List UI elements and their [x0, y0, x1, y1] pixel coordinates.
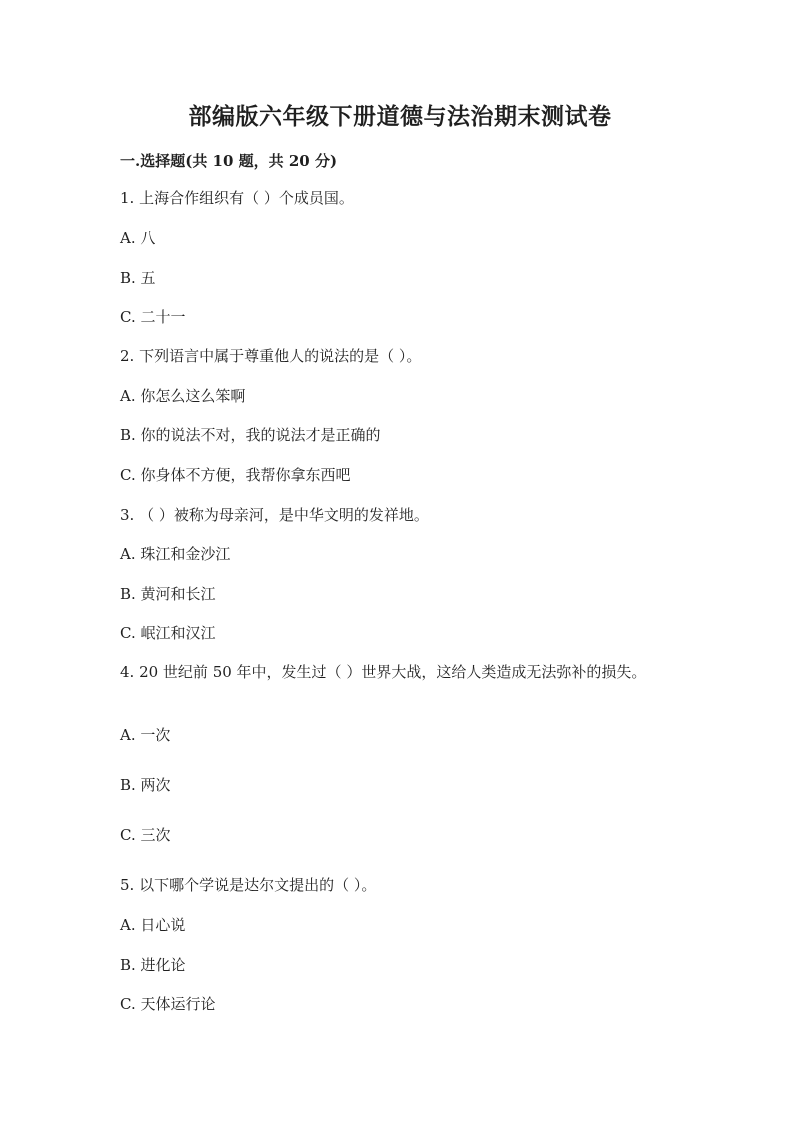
question-5-stem: 5. 以下哪个学说是达尔文提出的（ ）。 [120, 876, 377, 894]
question-3-option-a: A. 珠江和金沙江 [120, 545, 231, 563]
question-2-option-a: A. 你怎么这么笨啊 [120, 387, 246, 405]
question-2-option-c: C. 你身体不方便，我帮你拿东西吧 [120, 466, 351, 484]
question-2-stem: 2. 下列语言中属于尊重他人的说法的是（ ）。 [120, 347, 422, 365]
question-1-stem: 1. 上海合作组织有（ ）个成员国。 [120, 189, 354, 207]
question-1-option-c: C. 二十一 [120, 308, 186, 326]
question-4-option-c: C. 三次 [120, 826, 171, 844]
question-1-option-a: A. 八 [120, 229, 156, 247]
question-3-option-c: C. 岷江和汉江 [120, 624, 216, 642]
question-3-stem: 3. （ ）被称为母亲河，是中华文明的发祥地。 [120, 506, 429, 524]
question-4-stem: 4. 20 世纪前 50 年中，发生过（ ）世界大战，这给人类造成无法弥补的损失。 [120, 663, 647, 681]
question-2-option-b: B. 你的说法不对，我的说法才是正确的 [120, 426, 381, 444]
section-heading: 一.选择题(共 10 题，共 20 分) [120, 152, 338, 170]
question-5-option-a: A. 日心说 [120, 916, 186, 934]
page-title: 部编版六年级下册道德与法治期末测试卷 [188, 103, 612, 130]
question-4-option-a: A. 一次 [120, 726, 171, 744]
question-3-option-b: B. 黄河和长江 [120, 585, 216, 603]
question-4-option-b: B. 两次 [120, 776, 171, 794]
question-1-option-b: B. 五 [120, 269, 156, 287]
question-5-option-b: B. 进化论 [120, 956, 186, 974]
question-5-option-c: C. 天体运行论 [120, 995, 216, 1013]
